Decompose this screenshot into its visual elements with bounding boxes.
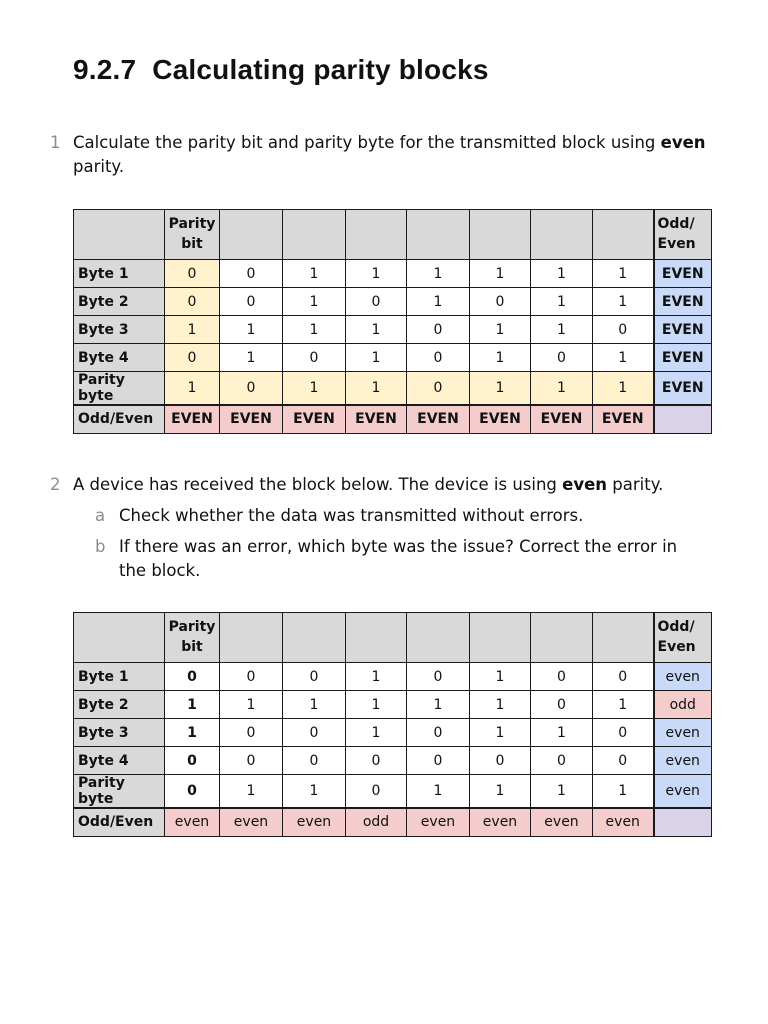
row-result-cell[interactable]: EVEN <box>654 372 712 406</box>
parity-byte-cell[interactable]: 1 <box>593 775 654 809</box>
parity-byte-cell[interactable]: 1 <box>283 775 346 809</box>
question-2-text <box>0 473 768 497</box>
question-1 <box>0 131 768 179</box>
parity-byte-cell[interactable]: 1 <box>593 372 654 406</box>
question-1-text <box>0 131 768 179</box>
row-label: Parity byte <box>74 775 165 809</box>
row-result-cell: even <box>654 775 712 809</box>
bit-cell: 1 <box>346 316 407 344</box>
bit-cell[interactable]: 1 <box>407 691 470 719</box>
bit-cell: 1 <box>470 316 531 344</box>
bit-cell[interactable]: 1 <box>531 719 593 747</box>
bit-cell[interactable]: 1 <box>283 691 346 719</box>
bit-cell[interactable]: 0 <box>220 747 283 775</box>
column-result-cell: even <box>283 808 346 836</box>
bit-cell[interactable]: 0 <box>407 719 470 747</box>
table-row <box>74 288 712 316</box>
bit-cell: 0 <box>407 316 470 344</box>
bit-cell: 0 <box>593 316 654 344</box>
bit-cell: 1 <box>407 288 470 316</box>
bit-cell[interactable]: 0 <box>407 747 470 775</box>
bit-cell[interactable]: 0 <box>531 747 593 775</box>
column-result-cell: even <box>593 808 654 836</box>
sub-question-b <box>0 535 768 583</box>
sub-question-a <box>0 504 768 528</box>
bit-cell[interactable]: 0 <box>283 747 346 775</box>
bit-cell[interactable]: 0 <box>220 663 283 691</box>
column-result-cell[interactable]: EVEN <box>220 405 283 433</box>
bit-cell[interactable]: 1 <box>220 691 283 719</box>
parity-table-2 <box>73 612 712 837</box>
header-corner <box>74 613 165 663</box>
column-result-cell[interactable]: EVEN <box>283 405 346 433</box>
bit-cell: 1 <box>531 288 593 316</box>
bit-cell[interactable]: 0 <box>531 663 593 691</box>
parity-byte-cell[interactable]: 0 <box>220 372 283 406</box>
header-empty <box>220 210 283 260</box>
bit-cell[interactable]: 0 <box>283 663 346 691</box>
bit-cell[interactable]: 1 <box>346 691 407 719</box>
bit-cell: 1 <box>593 288 654 316</box>
column-result-cell: odd <box>346 808 407 836</box>
row-label: Byte 2 <box>74 691 165 719</box>
bit-cell[interactable]: 1 <box>470 719 531 747</box>
row-label: Odd/Even <box>74 808 165 836</box>
header-empty <box>407 613 470 663</box>
bit-cell[interactable]: 0 <box>470 747 531 775</box>
column-result-cell: even <box>531 808 593 836</box>
column-result-cell: even <box>407 808 470 836</box>
header-empty <box>220 613 283 663</box>
table-row <box>74 316 712 344</box>
row-label: Byte 3 <box>74 719 165 747</box>
header-corner <box>74 210 165 260</box>
question-2 <box>0 473 768 583</box>
header-even-line: Even <box>657 236 696 252</box>
parity-bit-cell[interactable]: 0 <box>165 288 220 316</box>
header-empty <box>346 613 407 663</box>
bit-cell[interactable]: 1 <box>470 691 531 719</box>
bit-cell: 1 <box>220 316 283 344</box>
header-empty <box>531 613 593 663</box>
parity-bit-cell[interactable]: 0 <box>165 775 220 809</box>
bit-cell[interactable]: 1 <box>346 719 407 747</box>
bit-cell[interactable]: 0 <box>407 663 470 691</box>
header-empty <box>470 210 531 260</box>
parity-byte-cell[interactable]: 1 <box>470 372 531 406</box>
bit-cell[interactable]: 0 <box>593 719 654 747</box>
row-label: Byte 3 <box>74 316 165 344</box>
parity-byte-cell[interactable]: 1 <box>346 372 407 406</box>
bit-cell[interactable]: 0 <box>593 663 654 691</box>
question-2-text-part: A device has received the block below. The device is using <box>73 475 563 494</box>
header-parity-line: Parity <box>168 216 216 232</box>
parity-table-1 <box>73 209 712 434</box>
bit-cell: 0 <box>470 288 531 316</box>
row-label: Byte 1 <box>74 663 165 691</box>
bit-cell[interactable]: 1 <box>593 691 654 719</box>
parity-byte-cell[interactable]: 1 <box>531 775 593 809</box>
bit-cell: 1 <box>470 260 531 288</box>
row-label: Byte 4 <box>74 747 165 775</box>
row-result-cell[interactable]: EVEN <box>654 316 712 344</box>
bit-cell: 1 <box>220 344 283 372</box>
header-even-line: Even <box>657 639 696 655</box>
table-row <box>74 260 712 288</box>
bit-cell: 1 <box>593 260 654 288</box>
header-empty <box>407 210 470 260</box>
page-title: 9.2.7 Calculating parity blocks <box>73 54 489 85</box>
empty-corner-cell <box>654 808 712 836</box>
parity-byte-cell[interactable]: 1 <box>531 372 593 406</box>
parity-bit-cell[interactable]: 0 <box>165 663 220 691</box>
bit-cell: 0 <box>531 344 593 372</box>
header-bit-line: bit <box>181 639 203 655</box>
table-row <box>74 719 712 747</box>
bit-cell: 1 <box>283 260 346 288</box>
bit-cell: 1 <box>346 344 407 372</box>
parity-byte-cell[interactable]: 1 <box>470 775 531 809</box>
bit-cell: 0 <box>407 344 470 372</box>
bit-cell[interactable]: 0 <box>346 747 407 775</box>
parity-bit-cell[interactable]: 0 <box>165 344 220 372</box>
question-2-emphasis: even <box>562 475 608 494</box>
row-result-cell[interactable]: EVEN <box>654 344 712 372</box>
bit-cell: 1 <box>346 260 407 288</box>
bit-cell: 0 <box>283 344 346 372</box>
header-odd-line: Odd/ <box>657 619 695 635</box>
sub-question-letter: b <box>95 537 106 556</box>
header-odd-even <box>654 613 712 663</box>
column-result-cell[interactable]: EVEN <box>531 405 593 433</box>
header-empty <box>470 613 531 663</box>
table-row <box>74 663 712 691</box>
table-header-row <box>74 210 712 260</box>
table-row <box>74 691 712 719</box>
bit-cell: 1 <box>283 316 346 344</box>
parity-byte-cell[interactable]: 0 <box>346 775 407 809</box>
parity-byte-cell[interactable]: 1 <box>283 372 346 406</box>
sub-question-text: If there was an error, which byte was the issue? Correct the error in the block. <box>119 537 678 580</box>
header-odd-line: Odd/ <box>657 216 695 232</box>
bit-cell[interactable]: 1 <box>346 663 407 691</box>
row-result-cell: odd <box>654 691 712 719</box>
header-empty <box>346 210 407 260</box>
column-summary-row <box>74 808 712 836</box>
parity-byte-cell[interactable]: 0 <box>407 372 470 406</box>
header-bit-line: bit <box>181 236 203 252</box>
row-label: Byte 2 <box>74 288 165 316</box>
row-label: Parity byte <box>74 372 165 406</box>
bit-cell[interactable]: 0 <box>531 691 593 719</box>
parity-bit-cell[interactable]: 1 <box>165 316 220 344</box>
column-result-cell: even <box>165 808 220 836</box>
question-1-text-part: Calculate the parity bit and parity byte for the transmitted block using <box>73 133 661 152</box>
table-row <box>74 372 712 406</box>
column-result-cell[interactable]: EVEN <box>165 405 220 433</box>
bit-cell: 1 <box>531 260 593 288</box>
parity-bit-cell[interactable]: 1 <box>165 691 220 719</box>
bit-cell: 0 <box>220 260 283 288</box>
question-number: 2 <box>50 475 61 494</box>
parity-bit-cell[interactable]: 1 <box>165 719 220 747</box>
parity-byte-cell[interactable]: 1 <box>220 775 283 809</box>
sub-question-text: Check whether the data was transmitted without errors. <box>119 506 584 525</box>
parity-bit-cell[interactable]: 0 <box>165 747 220 775</box>
column-result-cell[interactable]: EVEN <box>407 405 470 433</box>
row-label: Byte 1 <box>74 260 165 288</box>
parity-byte-cell[interactable]: 1 <box>407 775 470 809</box>
table-row <box>74 344 712 372</box>
row-result-cell[interactable]: EVEN <box>654 288 712 316</box>
column-summary-row <box>74 405 712 433</box>
header-parity-bit <box>165 613 220 663</box>
row-label: Odd/Even <box>74 405 165 433</box>
column-result-cell: even <box>470 808 531 836</box>
header-parity-line: Parity <box>168 619 216 635</box>
header-empty <box>531 210 593 260</box>
bit-cell: 1 <box>407 260 470 288</box>
column-result-cell[interactable]: EVEN <box>346 405 407 433</box>
column-result-cell: even <box>220 808 283 836</box>
question-number: 1 <box>50 133 61 152</box>
bit-cell[interactable]: 0 <box>283 719 346 747</box>
column-result-cell[interactable]: EVEN <box>593 405 654 433</box>
header-parity-bit <box>165 210 220 260</box>
bit-cell: 1 <box>470 344 531 372</box>
parity-bit-cell[interactable]: 0 <box>165 260 220 288</box>
header-odd-even <box>654 210 712 260</box>
bit-cell[interactable]: 0 <box>220 719 283 747</box>
row-label: Byte 4 <box>74 344 165 372</box>
table-row <box>74 747 712 775</box>
header-empty <box>593 210 654 260</box>
bit-cell: 1 <box>283 288 346 316</box>
header-empty <box>283 210 346 260</box>
row-result-cell: even <box>654 747 712 775</box>
row-result-cell[interactable]: EVEN <box>654 260 712 288</box>
empty-corner-cell <box>654 405 712 433</box>
column-result-cell[interactable]: EVEN <box>470 405 531 433</box>
bit-cell[interactable]: 0 <box>593 747 654 775</box>
question-1-emphasis: even <box>660 133 706 152</box>
bit-cell[interactable]: 1 <box>470 663 531 691</box>
table-header-row <box>74 613 712 663</box>
question-1-text-end: parity. <box>73 157 125 176</box>
bit-cell: 1 <box>593 344 654 372</box>
row-result-cell: even <box>654 663 712 691</box>
bit-cell: 1 <box>531 316 593 344</box>
header-empty <box>283 613 346 663</box>
header-empty <box>593 613 654 663</box>
parity-bit-cell[interactable]: 1 <box>165 372 220 406</box>
question-2-text-end: parity. <box>607 475 664 494</box>
table-row <box>74 775 712 809</box>
sub-question-letter: a <box>95 506 106 525</box>
row-result-cell: even <box>654 719 712 747</box>
bit-cell: 0 <box>346 288 407 316</box>
bit-cell: 0 <box>220 288 283 316</box>
